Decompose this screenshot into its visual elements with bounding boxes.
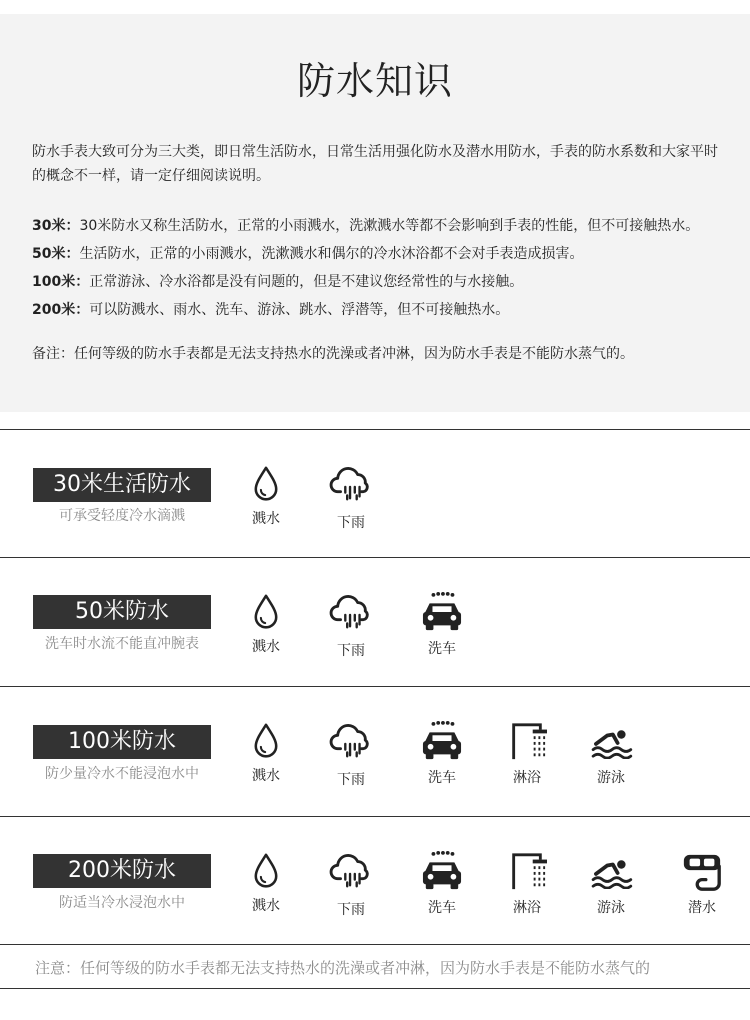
rain-cloud-icon: [329, 466, 373, 504]
feature-label: 洗车: [428, 770, 456, 786]
feature-label: 溅水: [252, 639, 280, 655]
shower-icon: [507, 721, 547, 761]
swimming-icon: [589, 727, 633, 759]
line-label: 200米：: [32, 302, 90, 318]
feature-shower: [487, 721, 567, 787]
rain-cloud-icon: [329, 723, 373, 761]
feature-label: 下雨: [337, 515, 365, 531]
diving-mask-icon: [681, 851, 723, 893]
feature-splash: [226, 849, 306, 915]
feature-label: 淋浴: [513, 770, 541, 786]
level-title: 30米生活防水: [33, 468, 211, 502]
feature-shower: [487, 851, 567, 917]
feature-rain: [311, 466, 391, 532]
feature-carwash: [402, 592, 482, 658]
feature-label: 下雨: [337, 772, 365, 788]
line-label: 30米：: [32, 218, 80, 234]
swimming-icon: [589, 857, 633, 889]
level-subtitle: 防少量冷水不能浸泡水中: [45, 766, 199, 782]
line-label: 50米：: [32, 246, 80, 262]
level-title: 50米防水: [33, 595, 211, 629]
car-wash-icon: [420, 851, 464, 891]
feature-swim: [571, 727, 651, 787]
intro-line-100m: [32, 270, 742, 294]
line-text: 生活防水，正常的小雨溅水，洗漱溅水和偶尔的冷水沐浴都不会对手表造成损害。: [79, 246, 584, 262]
feature-label: 淋浴: [513, 900, 541, 916]
intro-line-50m: [32, 242, 742, 266]
level-subtitle: 可承受轻度冷水滴溅: [59, 508, 185, 524]
car-wash-icon: [420, 592, 464, 632]
level-subtitle: 洗车时水流不能直冲腕表: [45, 636, 199, 652]
water-drop-icon: [249, 590, 283, 634]
water-drop-icon: [249, 849, 283, 893]
divider: [0, 988, 750, 989]
shower-icon: [507, 851, 547, 891]
line-text: 可以防溅水、雨水、洗车、游泳、跳水、浮潜等，但不可接触热水。: [89, 302, 510, 318]
rain-cloud-icon: [329, 853, 373, 891]
intro-line-30m: [32, 214, 742, 238]
feature-label: 潜水: [688, 900, 716, 916]
feature-splash: [226, 719, 306, 785]
feature-dive: [662, 851, 742, 917]
feature-splash: [226, 462, 306, 528]
page-title: 防水知识: [296, 59, 453, 103]
level-row-30m: [0, 430, 750, 557]
level-title: 100米防水: [33, 725, 211, 759]
feature-label: 下雨: [337, 902, 365, 918]
line-label: 100米：: [32, 274, 90, 290]
feature-label: 溅水: [252, 768, 280, 784]
level-subtitle: 防适当冷水浸泡水中: [59, 895, 185, 911]
feature-label: 游泳: [597, 900, 625, 916]
feature-label: 溅水: [252, 511, 280, 527]
rain-cloud-icon: [329, 594, 373, 632]
feature-rain: [311, 853, 391, 919]
water-drop-icon: [249, 462, 283, 506]
feature-label: 游泳: [597, 770, 625, 786]
level-row-50m: [0, 558, 750, 685]
water-drop-icon: [249, 719, 283, 763]
feature-label: 洗车: [428, 900, 456, 916]
footer-note: 注意：任何等级的防水手表都无法支持热水的洗澡或者冲淋，因为防水手表是不能防水蒸气的: [35, 959, 651, 977]
feature-rain: [311, 594, 391, 660]
intro-line-200m: [32, 298, 742, 322]
feature-swim: [571, 857, 651, 917]
feature-splash: [226, 590, 306, 656]
feature-carwash: [402, 851, 482, 917]
level-row-200m: [0, 817, 750, 944]
intro-panel: [0, 14, 750, 412]
level-title: 200米防水: [33, 854, 211, 888]
intro-paragraph: 防水手表大致可分为三大类，即日常生活防水，日常生活用强化防水及潜水用防水，手表的防水系数和大家平时的概念不一样，请一定仔细阅读说明。: [32, 144, 718, 184]
divider: [0, 944, 750, 945]
car-wash-icon: [420, 721, 464, 761]
line-text: 正常游泳、冷水浴都是没有问题的，但是不建议您经常性的与水接触。: [89, 274, 524, 290]
feature-rain: [311, 723, 391, 789]
feature-label: 洗车: [428, 641, 456, 657]
feature-carwash: [402, 721, 482, 787]
intro-remark: 备注：任何等级的防水手表都是无法支持热水的洗澡或者冲淋，因为防水手表是不能防水蒸气的。: [32, 346, 634, 362]
feature-label: 下雨: [337, 643, 365, 659]
line-text: 30米防水又称生活防水，正常的小雨溅水，洗漱溅水等都不会影响到手表的性能，但不可接触热水。: [79, 218, 700, 234]
level-row-100m: [0, 687, 750, 814]
feature-label: 溅水: [252, 898, 280, 914]
